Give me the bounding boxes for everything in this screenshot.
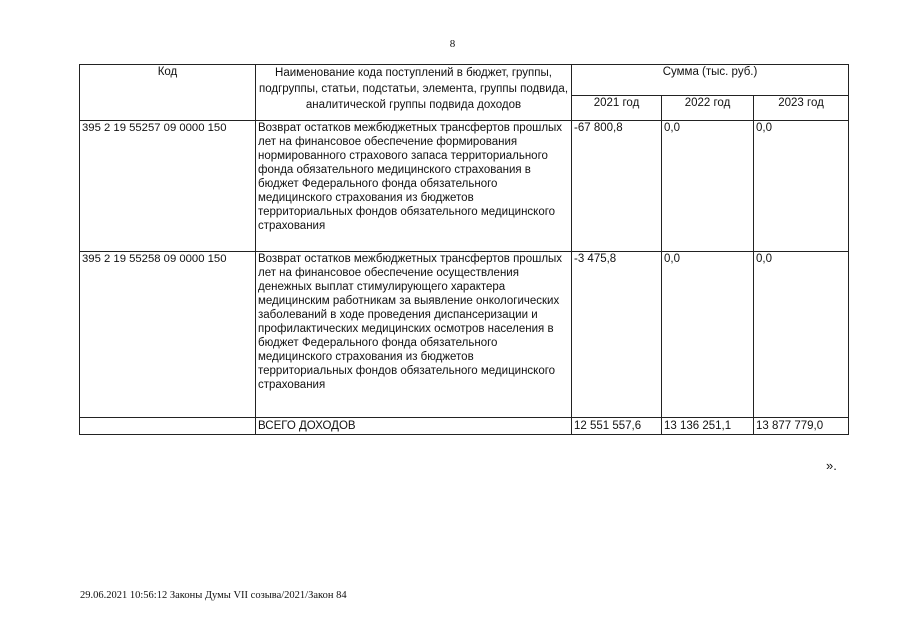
- header-year-2021: 2021 год: [572, 96, 662, 121]
- revenue-table: [79, 64, 849, 435]
- row-value-2021: -3 475,8: [572, 252, 662, 418]
- total-value-2022: 13 136 251,1: [662, 418, 754, 435]
- total-row: [80, 418, 849, 435]
- header-year-2022: 2022 год: [662, 96, 754, 121]
- row-value-2022: 0,0: [662, 121, 754, 252]
- row-value-2021: -67 800,8: [572, 121, 662, 252]
- header-code: Код: [80, 65, 256, 121]
- header-year-2023: 2023 год: [754, 96, 849, 121]
- total-label: ВСЕГО ДОХОДОВ: [256, 418, 572, 435]
- closing-quote-mark: ».: [826, 458, 837, 473]
- row-name: Возврат остатков межбюджетных трансфертов прошлых лет на финансовое обеспечение формирования нормированного страхового запаса территориального фонда обязательного медицинского страхования в бюджет Федерального фонда обязательного медицинского страхования из бюджетов территориальных фондов обязательного медицинского страхования: [256, 121, 572, 252]
- total-code-cell: [80, 418, 256, 435]
- row-code: 395 2 19 55258 09 0000 150: [80, 252, 256, 418]
- table-row: [80, 252, 849, 418]
- total-value-2021: 12 551 557,6: [572, 418, 662, 435]
- page-number: 8: [449, 38, 456, 50]
- table-header-row: [80, 65, 849, 96]
- header-name: Наименование кода поступлений в бюджет, группы, подгруппы, статьи, подстатьи, элемента, группы подвида, аналитической группы подвида доходов: [256, 65, 572, 121]
- document-footer: 29.06.2021 10:56:12 Законы Думы VII созыва/2021/Закон 84: [80, 590, 347, 601]
- row-code: 395 2 19 55257 09 0000 150: [80, 121, 256, 252]
- total-value-2023: 13 877 779,0: [754, 418, 849, 435]
- row-value-2023: 0,0: [754, 121, 849, 252]
- row-value-2022: 0,0: [662, 252, 754, 418]
- table-row: [80, 121, 849, 252]
- header-sum: Сумма (тыс. руб.): [572, 65, 849, 96]
- row-name: Возврат остатков межбюджетных трансфертов прошлых лет на финансовое обеспечение осуществления денежных выплат стимулирующего характера медицинским работникам за выявление онкологических заболеваний в ходе проведения диспансеризации и профилактических медицинских осмотров населения в бюджет Федерального фонда обязательного медицинского страхования из бюджетов территориальных фондов обязательного медицинского страхования: [256, 252, 572, 418]
- row-value-2023: 0,0: [754, 252, 849, 418]
